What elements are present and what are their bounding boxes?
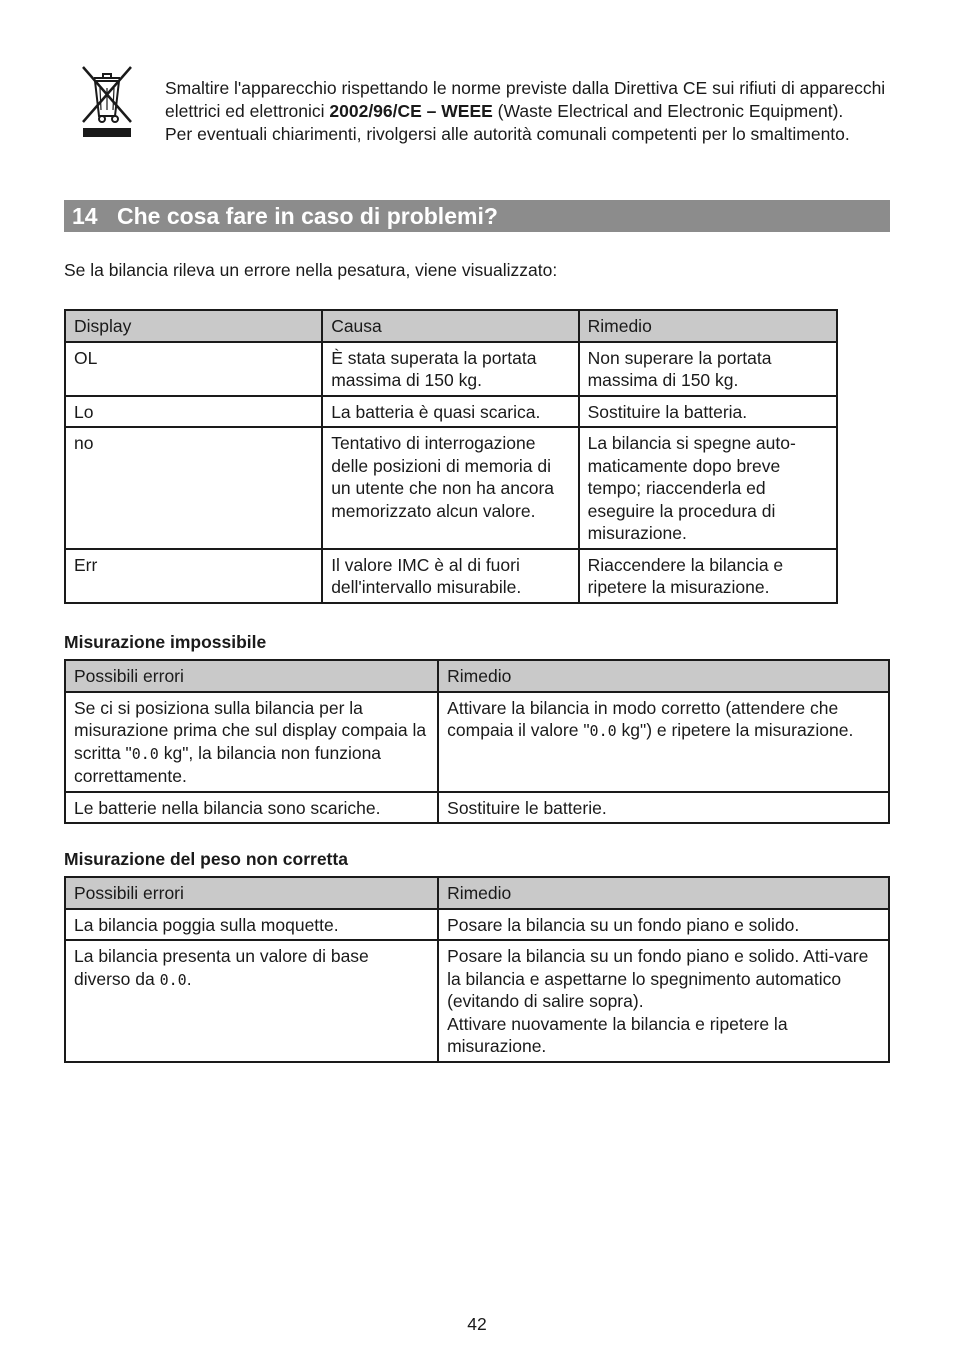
remedy-cell — [438, 940, 889, 1062]
column-header: Rimedio — [579, 310, 837, 342]
table-row — [65, 792, 889, 824]
error-cell — [65, 692, 438, 792]
incorrect-weight-table — [64, 876, 890, 1063]
section-heading — [64, 200, 890, 232]
remedy-text-end: kg") e ripetere la misurazione. — [616, 720, 854, 740]
error-text: Se ci si posiziona sulla bilancia per la misurazione prima che sul display compaia la scritta " — [74, 697, 427, 763]
display-code: Err — [65, 549, 322, 603]
cause-cell: È stata superata la portata massima di 150 kg. — [322, 342, 578, 396]
column-header: Possibili errori — [65, 877, 438, 909]
crossed-out-wheelie-bin-icon — [80, 64, 134, 140]
cause-cell: Tentativo di interrogazione delle posizioni di memoria di un utente che non ha ancora memorizzato alcun valore. — [322, 427, 578, 549]
error-text-end: . — [186, 968, 192, 989]
remedy-cell: Sostituire la batteria. — [579, 396, 837, 428]
column-header: Display — [65, 310, 322, 342]
disposal-text: Smaltire l'apparecchio rispettando le norme previste dalla Direttiva CE sui rifiuti di apparecchi elettrici ed elettronici — [165, 78, 886, 121]
disposal-text-end: (Waste Electrical and Electronic Equipment). — [492, 101, 844, 121]
page-number: 42 — [467, 1314, 487, 1334]
display-code: OL — [65, 342, 322, 396]
segment-display-value: 0.0 — [159, 970, 187, 989]
display-code: no — [65, 427, 322, 549]
table-row — [65, 427, 837, 549]
table-header-row — [65, 660, 889, 692]
segment-display-value: 0.0 — [589, 722, 617, 740]
error-text-end: kg", la bilancia non funziona correttamente. — [74, 742, 382, 786]
subheading-impossible-measurement: Misurazione impossibile — [64, 632, 267, 652]
remedy-cell — [438, 692, 889, 792]
directive-reference: 2002/96/CE – WEEE — [329, 101, 493, 121]
error-display-table — [64, 309, 838, 604]
column-header: Rimedio — [438, 660, 889, 692]
remedy-text: Attivare la bilancia in modo corretto (attendere che compaia il valore " — [447, 697, 839, 740]
table-row — [65, 342, 837, 396]
table-row — [65, 940, 889, 1062]
error-text: La bilancia presenta un valore di base diverso da — [74, 946, 369, 989]
subheading-incorrect-weight: Misurazione del peso non corretta — [64, 849, 348, 869]
remedy-text: Posare la bilancia su un fondo piano e solido. Atti-vare la bilancia e aspettarne lo spegnimento automatico (evitando di salire sopra). — [447, 946, 869, 1011]
table-row — [65, 396, 837, 428]
section-number: 14 — [72, 203, 98, 229]
table-row — [65, 692, 889, 792]
table-row — [65, 909, 889, 941]
intro-text: Se la bilancia rileva un errore nella pesatura, viene visualizzato: — [64, 260, 558, 280]
remedy-text-2: Attivare nuovamente la bilancia e ripetere la misurazione. — [447, 1013, 788, 1056]
table-header-row — [65, 310, 837, 342]
display-code: Lo — [65, 396, 322, 428]
column-header: Rimedio — [438, 877, 889, 909]
segment-display-value: 0.0 — [131, 744, 159, 763]
remedy-cell: Sostituire le batterie. — [438, 792, 889, 824]
column-header: Causa — [322, 310, 578, 342]
cause-cell: Il valore IMC è al di fuori dell'intervallo misurabile. — [322, 549, 578, 603]
remedy-cell: Non superare la portata massima di 150 kg. — [579, 342, 837, 396]
disposal-notice — [165, 77, 905, 146]
cause-cell: La batteria è quasi scarica. — [322, 396, 578, 428]
column-header: Possibili errori — [65, 660, 438, 692]
remedy-cell: La bilancia si spegne auto-maticamente dopo breve tempo; riaccenderla ed eseguire la procedura di misurazione. — [579, 427, 837, 549]
impossible-measurement-table — [64, 659, 890, 824]
error-cell — [65, 940, 438, 1062]
table-row — [65, 549, 837, 603]
section-title: Che cosa fare in caso di problemi? — [117, 203, 498, 229]
disposal-contact: Per eventuali chiarimenti, rivolgersi alle autorità comunali competenti per lo smaltimento. — [165, 124, 850, 144]
error-cell: Le batterie nella bilancia sono scariche. — [65, 792, 438, 824]
table-header-row — [65, 877, 889, 909]
error-cell: La bilancia poggia sulla moquette. — [65, 909, 438, 941]
remedy-cell: Posare la bilancia su un fondo piano e solido. — [438, 909, 889, 941]
remedy-cell: Riaccendere la bilancia e ripetere la misurazione. — [579, 549, 837, 603]
